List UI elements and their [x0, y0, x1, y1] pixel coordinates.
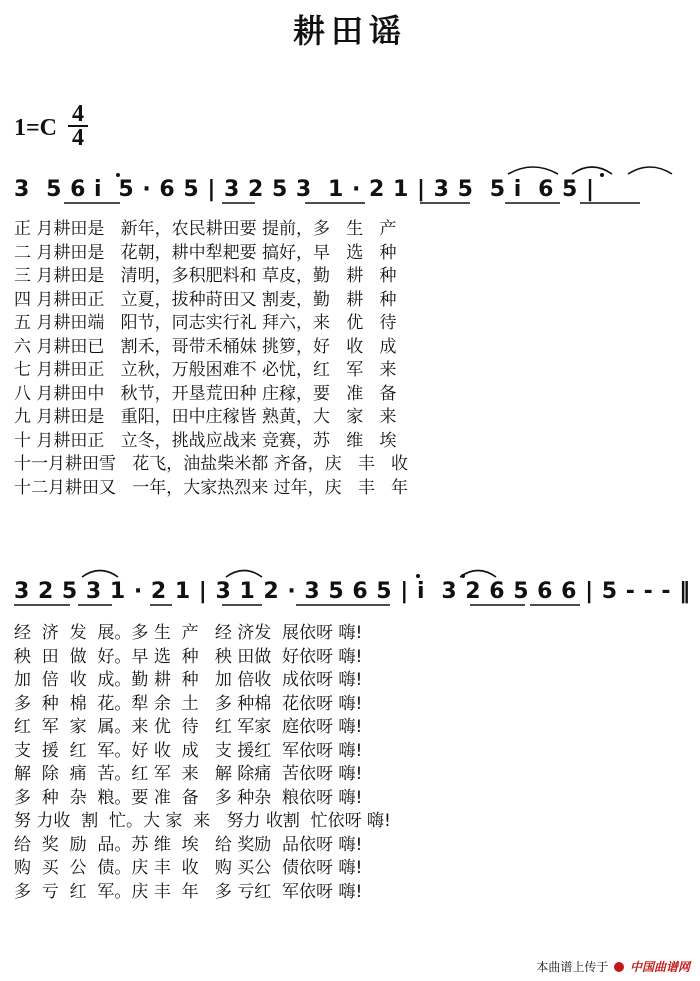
lyrics-block-2 — [14, 622, 391, 904]
site-logo-icon — [614, 962, 624, 972]
lyric-line: 解 除 痛 苦。红 军 来 解 除痛 苦依呀 嗨! — [14, 764, 363, 784]
lyric-line: 经 济 发 展。多 生 产 经 济发 展依呀 嗨! — [14, 623, 363, 643]
lyric-line: 多 亏 红 军。庆 丰 年 多 亏红 军依呀 嗨! — [14, 881, 363, 902]
lyric-line: 七 月耕田正 立秋，万般困难不 必忧，红 军 来 — [14, 360, 397, 380]
lyric-line: 多 种 杂 粮。要 准 备 多 种杂 粮依呀 嗨! — [14, 787, 363, 808]
lyric-line: 二 月耕田是 花朝，耕中犁耙要 搞好，早 选 种 — [14, 242, 397, 263]
lyric-line: 加 倍 收 成。勤 耕 种 加 倍收 成依呀 嗨! — [14, 670, 363, 690]
lyric-line: 给 奖 励 品。苏 维 埃 给 奖励 品依呀 嗨! — [14, 834, 363, 855]
lyric-line: 购 买 公 债。庆 丰 收 购 买公 债依呀 嗨! — [14, 858, 363, 878]
lyric-line: 多 种 棉 花。犁 余 土 多 种棉 花依呀 嗨! — [14, 693, 363, 714]
lyric-line: 四 月耕田正 立夏，拔种莳田又 割麦，勤 耕 种 — [14, 289, 397, 310]
time-signature — [68, 103, 88, 149]
lyric-line: 十 月耕田正 立冬，挑战应战来 竞赛，苏 维 埃 — [14, 430, 397, 451]
notation-line-1: 3 5 6 i 5 · 6 5 | 3 2 5 3 1 · 2 1 | 3 5 5 i 6 5 | — [14, 177, 595, 202]
lyric-line: 八 月耕田中 秋节，开垦荒田种 庄稼，要 准 备 — [14, 383, 397, 404]
notation-line-2: 3 2 5 3 1 · 2 1 | 3 1 2 · 3 5 6 5 | i 3 2 6 5 6 6 | 5 - - - ‖ — [14, 579, 691, 604]
lyric-line: 五 月耕田端 阳节，同志实行礼 拜六，来 优 待 — [14, 313, 397, 333]
lyric-line: 红 军 家 属。来 优 待 红 军家 庭依呀 嗨! — [14, 717, 363, 737]
lyrics-block-1 — [14, 218, 408, 500]
time-denominator: 4 — [68, 125, 88, 149]
notation-dots-2 — [416, 574, 465, 578]
credit-text: 本曲谱上传于 — [536, 960, 609, 974]
lyric-line: 十二月耕田又 一年，大家热烈来 过年，庆 丰 年 — [14, 477, 409, 498]
lyric-line: 六 月耕田已 割禾，哥带禾桶妹 挑箩，好 收 成 — [14, 336, 397, 357]
site-name[interactable]: 中国曲谱网 — [629, 960, 690, 974]
lyric-line: 秧 田 做 好。早 选 种 秧 田做 好依呀 嗨! — [14, 646, 363, 667]
lyric-line: 九 月耕田是 重阳，田中庄稼皆 熟黄，大 家 来 — [14, 407, 397, 427]
footer-credit — [536, 958, 690, 975]
lyric-line: 正 月耕田是 新年，农民耕田要 提前，多 生 产 — [14, 219, 397, 239]
lyric-line: 三 月耕田是 清明，多积肥料和 草皮，勤 耕 种 — [14, 266, 397, 286]
lyric-line: 支 援 红 军。好 收 成 支 援红 军依呀 嗨! — [14, 740, 363, 761]
lyric-line: 努 力收 割 忙。大 家 来 努力 收割 忙依呀 嗨! — [14, 811, 391, 831]
lyric-line: 十一月耕田雪 花飞，油盐柴米都 齐备，庆 丰 收 — [14, 454, 409, 474]
time-numerator: 4 — [72, 101, 84, 127]
key-signature: 1=C — [14, 115, 58, 141]
song-title: 耕田谣 — [292, 12, 407, 50]
